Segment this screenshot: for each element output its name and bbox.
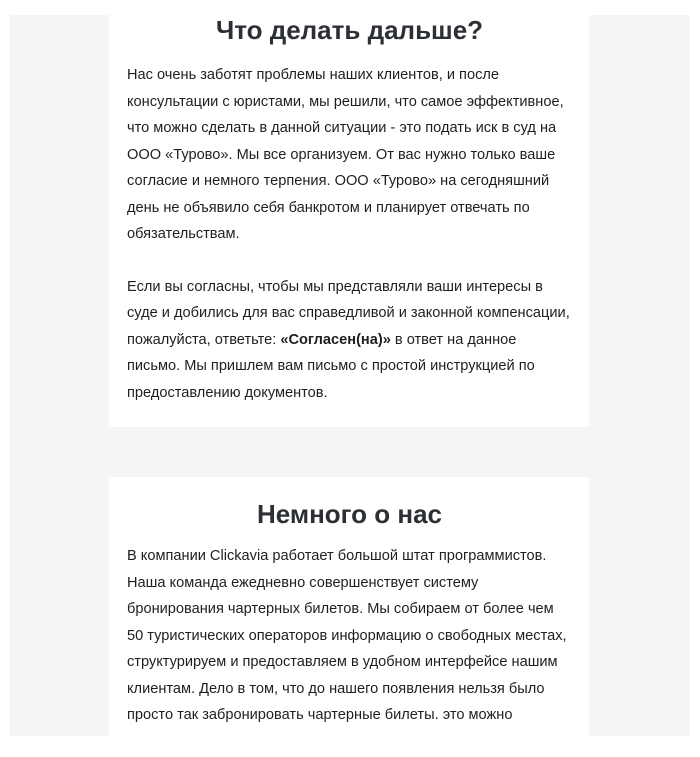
section-title-about: Немного о нас (256, 499, 443, 529)
consent-text-start: Если вы согласны, чтобы мы представляли ваши интересы в суде и добились для вас справедливой и законной компенсации, пожалуйста, ответьте: (127, 278, 570, 348)
paragraph-consent (127, 274, 572, 407)
section-next-steps (109, 0, 589, 427)
consent-keyword: «Согласен(на)» (280, 331, 391, 348)
section-title-next-steps: Что делать дальше? (215, 15, 484, 45)
paragraph-about: В компании Clickavia работает большой штат программистов. Наша команда ежедневно совершенствует систему бронирования чартерных билетов. Мы собираем от более чем 50 туристических операторов информацию о свободных местах, структурируем и предоставляем в удобном интерфейсе нашим клиентам. Дело в том, что до нашего появления нельзя было просто так забронировать чартерные билеты. это можно (127, 548, 567, 723)
consent-text-end: в ответ на данное письмо. Мы пришлем вам письмо с простой инструкцией по предоставлению документов. (127, 331, 535, 401)
section-about-us (109, 477, 589, 757)
paragraph-problem: Нас очень заботят проблемы наших клиентов, и после консультации с юристами, мы решили, что самое эффективное, что можно сделать в данной ситуации - это подать иск в суд на ООО «Турово». Мы все организуем. От вас нужно только ваше согласие и немного терпения. ООО «Турово» на сегодняшний день не объявило себя банкротом и планирует отвечать по обязательствам. (127, 67, 564, 242)
